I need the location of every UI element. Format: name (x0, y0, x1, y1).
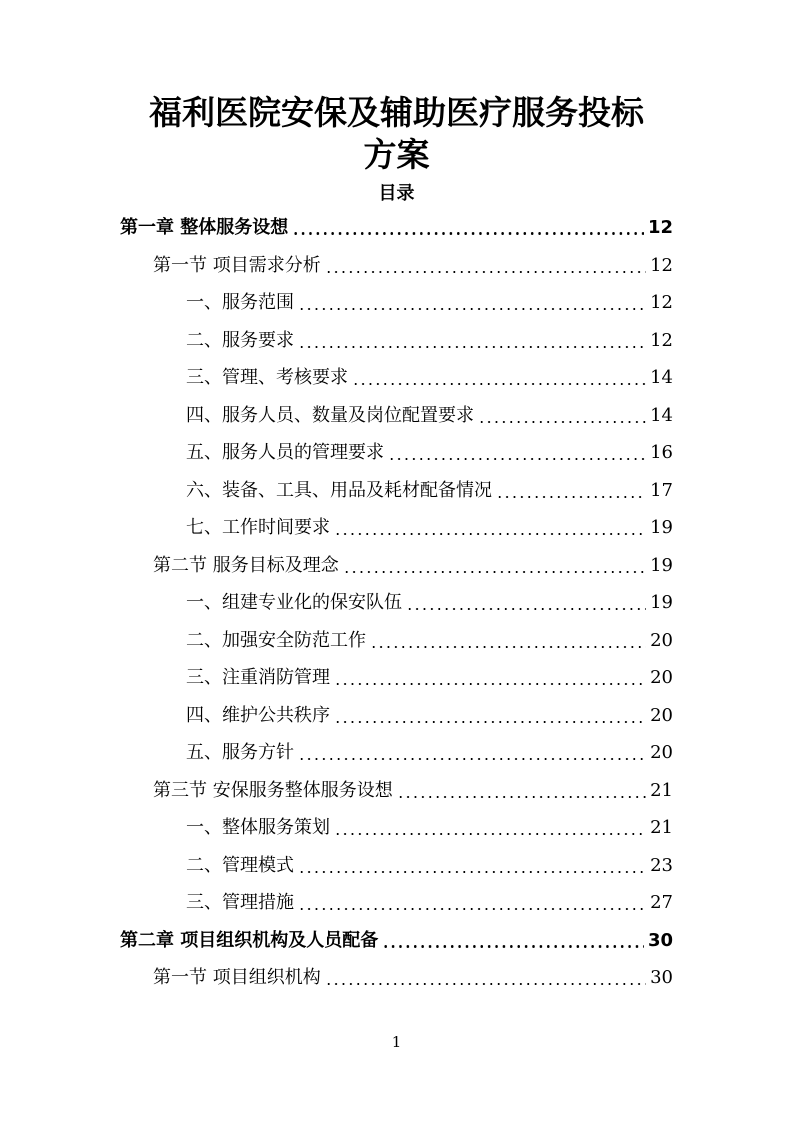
toc-entry-label: 二、加强安全防范工作 (186, 629, 366, 651)
toc-entry[interactable] (186, 288, 673, 318)
toc-entry-page: 12 (650, 329, 673, 351)
toc-entry-page: 20 (650, 704, 673, 726)
toc-leader-dots (325, 271, 646, 273)
toc-entry[interactable] (153, 963, 673, 993)
toc-entry-page: 17 (650, 479, 673, 501)
toc-entry-page: 21 (650, 817, 673, 838)
toc-leader-dots (343, 571, 646, 573)
toc-leader-dots (382, 945, 644, 948)
toc-leader-dots (298, 871, 646, 873)
toc-entry-page: 16 (650, 442, 673, 463)
toc-entry-page: 14 (650, 404, 673, 426)
toc-entry-label: 五、服务方针 (186, 742, 294, 763)
toc-entry-page: 30 (650, 967, 673, 988)
toc-entry[interactable] (186, 851, 673, 881)
toc-entry-page: 20 (650, 629, 673, 651)
page-number: 1 (391, 1033, 402, 1051)
toc-entry-label: 三、管理、考核要求 (186, 367, 348, 388)
toc-entry-label: 一、服务范围 (186, 292, 294, 313)
toc-leader-dots (478, 421, 646, 423)
toc-entry-page: 12 (647, 217, 673, 238)
title-line-1: 福利医院安保及辅助医疗服务投标 (149, 93, 644, 132)
toc-leader-dots (334, 721, 646, 723)
toc-leader-dots (298, 908, 646, 910)
toc-leader-dots (334, 683, 646, 685)
toc-entry-label: 第一章 整体服务设想 (120, 217, 289, 238)
toc-entry-page: 12 (650, 254, 673, 276)
toc-entry[interactable] (186, 701, 673, 731)
toc-leader-dots (298, 758, 646, 760)
toc-entry[interactable] (153, 776, 673, 806)
toc-leader-dots (370, 646, 646, 648)
toc-leader-dots (325, 983, 646, 985)
toc-entry[interactable] (186, 738, 673, 768)
toc-leader-dots (334, 533, 646, 535)
toc-entry-label: 六、装备、工具、用品及耗材配备情况 (186, 479, 492, 501)
toc-entry[interactable] (153, 551, 673, 581)
toc-entry-page: 23 (650, 854, 673, 876)
toc-entry[interactable] (186, 813, 673, 843)
title-line-2: 方案 (363, 135, 430, 174)
toc-leader-dots (298, 308, 646, 310)
toc-entry[interactable] (186, 363, 673, 393)
toc-entry-label: 第二节 服务目标及理念 (153, 554, 339, 576)
toc-entry[interactable] (186, 476, 673, 506)
toc-entry-page: 27 (650, 892, 673, 913)
toc-entry-label: 第一节 项目组织机构 (153, 967, 321, 988)
toc-entry[interactable] (186, 513, 673, 543)
toc-entry-label: 一、组建专业化的保安队伍 (186, 592, 402, 613)
toc-entry-page: 19 (650, 517, 673, 538)
toc-entry-page: 12 (650, 292, 673, 313)
toc-entry-label: 三、管理措施 (186, 892, 294, 913)
toc-leader-dots (334, 833, 646, 835)
toc-entry-label: 四、服务人员、数量及岗位配置要求 (186, 404, 474, 426)
toc-leader-dots (352, 383, 646, 385)
toc-entry-page: 20 (650, 667, 673, 688)
toc-heading: 目录 (378, 183, 415, 204)
toc-entry[interactable] (186, 888, 673, 918)
toc-leader-dots (292, 232, 644, 235)
toc-entry[interactable] (186, 663, 673, 693)
toc-entry[interactable] (120, 926, 673, 956)
toc-entry-label: 二、管理模式 (186, 854, 294, 876)
toc-entry-label: 一、整体服务策划 (186, 817, 330, 838)
toc-entry[interactable] (186, 438, 673, 468)
toc-entry-label: 四、维护公共秩序 (186, 704, 330, 726)
toc-entry-page: 21 (650, 779, 673, 801)
toc-entry-label: 第一节 项目需求分析 (153, 254, 321, 276)
toc-entry-label: 第二章 项目组织机构及人员配备 (120, 929, 379, 951)
toc-entry[interactable] (153, 251, 673, 281)
toc-leader-dots (496, 496, 646, 498)
toc-entry-page: 19 (650, 592, 673, 613)
toc-entry-label: 第三节 安保服务整体服务设想 (153, 779, 393, 801)
toc-leader-dots (397, 796, 646, 798)
toc-leader-dots (388, 458, 646, 460)
toc-leader-dots (298, 346, 646, 348)
toc-entry-label: 三、注重消防管理 (186, 667, 330, 688)
toc-entry[interactable] (120, 213, 673, 243)
toc-leader-dots (406, 608, 646, 610)
toc-entry-label: 二、服务要求 (186, 329, 294, 351)
document-title (0, 92, 793, 176)
toc-entry[interactable] (186, 626, 673, 656)
toc-entry[interactable] (186, 401, 673, 431)
toc-entry-label: 五、服务人员的管理要求 (186, 442, 384, 463)
toc-entry[interactable] (186, 588, 673, 618)
toc-entry-page: 20 (650, 742, 673, 763)
toc-entry-page: 14 (650, 367, 673, 388)
toc-entry-label: 七、工作时间要求 (186, 517, 330, 538)
toc-entry-page: 30 (647, 929, 673, 951)
toc-entry[interactable] (186, 326, 673, 356)
toc-entry-page: 19 (650, 554, 673, 576)
